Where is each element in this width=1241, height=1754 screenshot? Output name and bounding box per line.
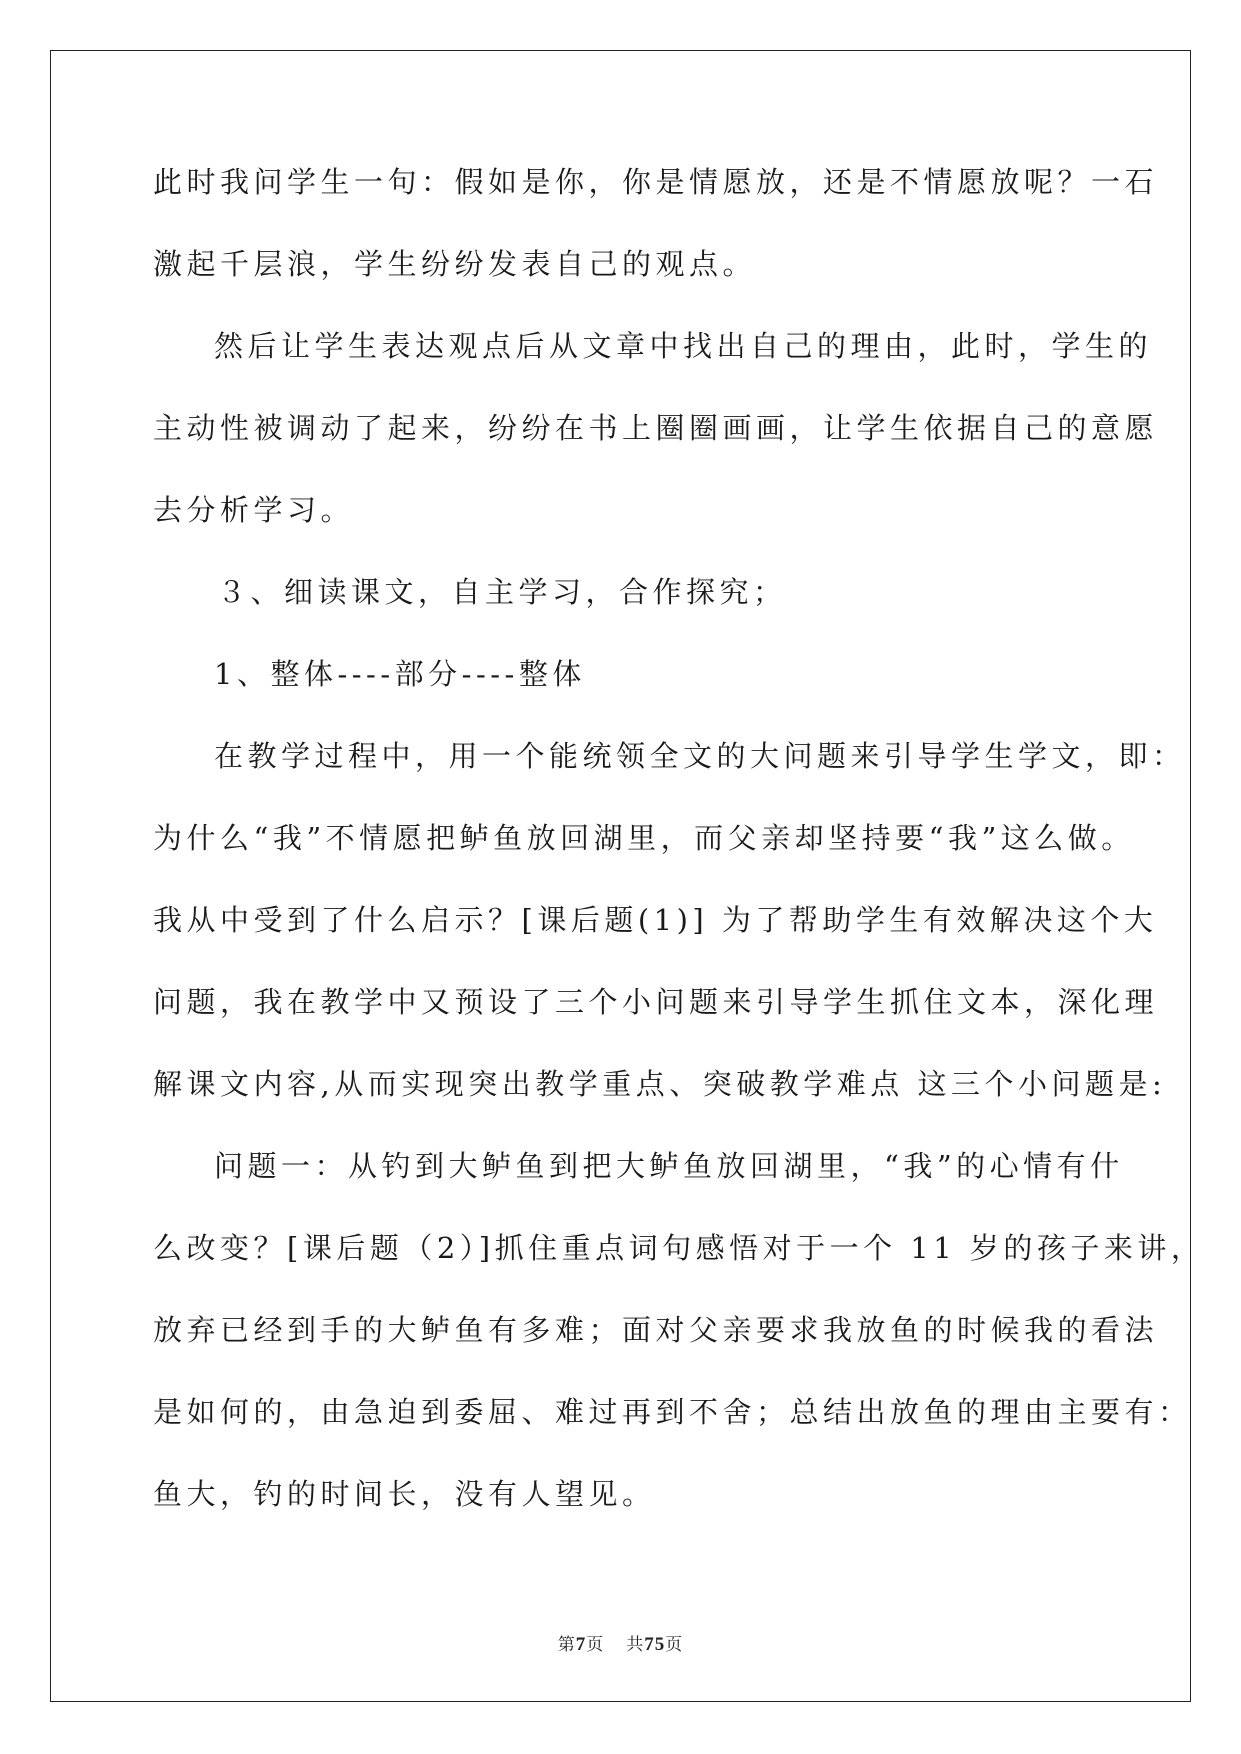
paragraph-line: 我从中受到了什么启示？[课后题(1)] 为了帮助学生有效解决这个大 [153, 903, 1158, 937]
paragraph-line: 去分析学习。 [153, 493, 355, 527]
paragraph-line: 为什么“我”不情愿把鲈鱼放回湖里，而父亲却坚持要“我”这么做。 [153, 821, 1135, 855]
paragraph-line: 鱼大，钓的时间长，没有人望见。 [153, 1477, 656, 1511]
total-page-number: 75 [644, 1634, 666, 1655]
paragraph-line: 在教学过程中，用一个能统领全文的大问题来引导学生学文，即： [214, 739, 1186, 773]
page-prefix: 第 [557, 1635, 576, 1655]
page-suffix: 页 [586, 1635, 605, 1655]
subsection-heading: 1、整体----部分----整体 [214, 657, 586, 691]
paragraph-line: 是如何的，由急迫到委屈、难过再到不舍；总结出放鱼的理由主要有： [153, 1395, 1192, 1429]
paragraph-line: 放弃已经到手的大鲈鱼有多难；面对父亲要求我放鱼的时候我的看法 [153, 1313, 1159, 1347]
paragraph-line: 问题，我在教学中又预设了三个小问题来引导学生抓住文本，深化理 [153, 985, 1159, 1019]
page-footer [0, 1630, 1241, 1656]
document-body [153, 162, 1205, 1556]
paragraph-line: 么改变？[课后题（2）]抓住重点词句感悟对于一个 11 岁的孩子来讲， [153, 1231, 1205, 1265]
paragraph-line: 然后让学生表达观点后从文章中找出自己的理由，此时，学生的 [214, 329, 1153, 363]
paragraph-line: 解课文内容,从而实现突出教学重点、突破教学难点 这三个小问题是: [153, 1067, 1167, 1101]
paragraph-line: 激起千层浪，学生纷纷发表自己的观点。 [153, 247, 757, 281]
paragraph-line: 主动性被调动了起来，纷纷在书上圈圈画画，让学生依据自己的意愿 [153, 411, 1159, 445]
section-heading: ３、细读课文，自主学习，合作探究； [217, 575, 787, 609]
paragraph-line: 此时我问学生一句：假如是你，你是情愿放，还是不情愿放呢？一石 [153, 165, 1159, 199]
paragraph-line: 问题一：从钓到大鲈鱼到把大鲈鱼放回湖里，“我”的心情有什 [214, 1149, 1124, 1183]
current-page-number: 7 [575, 1634, 587, 1655]
total-prefix: 共 [626, 1635, 645, 1655]
total-suffix: 页 [665, 1635, 684, 1655]
